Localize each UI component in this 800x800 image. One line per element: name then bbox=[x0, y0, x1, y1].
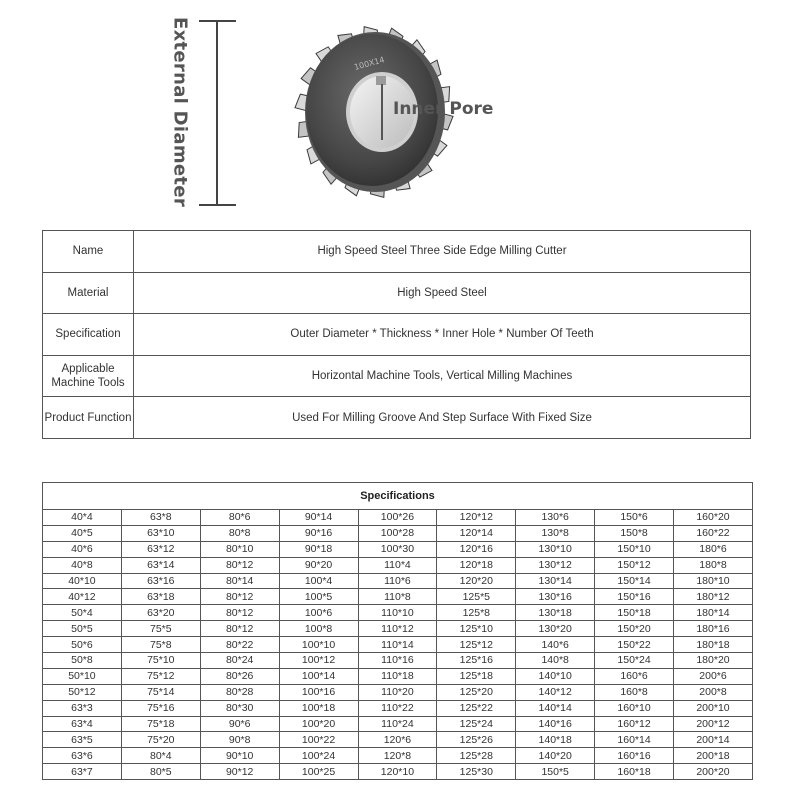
spec-cell: 200*20 bbox=[674, 764, 753, 780]
spec-cell: 100*20 bbox=[279, 716, 358, 732]
external-diameter-label: External Diameter bbox=[169, 16, 191, 208]
info-label: Product Function bbox=[43, 397, 134, 439]
spec-cell: 100*22 bbox=[279, 732, 358, 748]
spec-cell: 130*16 bbox=[516, 589, 595, 605]
spec-cell: 90*8 bbox=[200, 732, 279, 748]
spec-cell: 140*6 bbox=[516, 637, 595, 653]
spec-cell: 50*5 bbox=[43, 621, 122, 637]
info-row bbox=[43, 272, 751, 314]
info-label: Name bbox=[43, 231, 134, 273]
spec-cell: 200*10 bbox=[674, 700, 753, 716]
spec-cell: 63*6 bbox=[43, 748, 122, 764]
spec-cell: 140*16 bbox=[516, 716, 595, 732]
spec-row bbox=[43, 637, 753, 653]
spec-cell: 180*12 bbox=[674, 589, 753, 605]
spec-row bbox=[43, 732, 753, 748]
spec-cell: 110*22 bbox=[358, 700, 437, 716]
spec-cell: 150*12 bbox=[595, 557, 674, 573]
cutter-marking: 100X14 bbox=[353, 55, 386, 72]
spec-row bbox=[43, 700, 753, 716]
spec-cell: 150*18 bbox=[595, 605, 674, 621]
spec-cell: 125*12 bbox=[437, 637, 516, 653]
spec-cell: 140*18 bbox=[516, 732, 595, 748]
info-value: High Speed Steel bbox=[134, 272, 751, 314]
info-value: Used For Milling Groove And Step Surface With Fixed Size bbox=[134, 397, 751, 439]
spec-cell: 90*18 bbox=[279, 541, 358, 557]
spec-cell: 40*12 bbox=[43, 589, 122, 605]
spec-cell: 80*5 bbox=[121, 764, 200, 780]
inner-pore-label: Inner Pore bbox=[393, 99, 494, 119]
spec-cell: 125*28 bbox=[437, 748, 516, 764]
spec-cell: 40*4 bbox=[43, 510, 122, 526]
spec-cell: 100*25 bbox=[279, 764, 358, 780]
spec-cell: 90*16 bbox=[279, 525, 358, 541]
spec-cell: 120*14 bbox=[437, 525, 516, 541]
spec-cell: 160*18 bbox=[595, 764, 674, 780]
spec-cell: 40*8 bbox=[43, 557, 122, 573]
spec-cell: 160*12 bbox=[595, 716, 674, 732]
spec-cell: 75*5 bbox=[121, 621, 200, 637]
spec-cell: 130*10 bbox=[516, 541, 595, 557]
spec-cell: 150*20 bbox=[595, 621, 674, 637]
spec-cell: 180*8 bbox=[674, 557, 753, 573]
spec-row bbox=[43, 573, 753, 589]
spec-cell: 75*10 bbox=[121, 653, 200, 669]
spec-cell: 130*6 bbox=[516, 510, 595, 526]
spec-cell: 200*6 bbox=[674, 668, 753, 684]
spec-cell: 90*6 bbox=[200, 716, 279, 732]
spec-cell: 180*16 bbox=[674, 621, 753, 637]
spec-cell: 120*6 bbox=[358, 732, 437, 748]
spec-cell: 120*8 bbox=[358, 748, 437, 764]
spec-cell: 110*20 bbox=[358, 684, 437, 700]
spec-cell: 150*22 bbox=[595, 637, 674, 653]
info-row bbox=[43, 231, 751, 273]
spec-cell: 75*12 bbox=[121, 668, 200, 684]
spec-cell: 125*5 bbox=[437, 589, 516, 605]
spec-cell: 120*16 bbox=[437, 541, 516, 557]
spec-cell: 90*20 bbox=[279, 557, 358, 573]
spec-cell: 75*16 bbox=[121, 700, 200, 716]
spec-cell: 100*30 bbox=[358, 541, 437, 557]
info-label: Material bbox=[43, 272, 134, 314]
product-info-table bbox=[42, 230, 751, 439]
spec-cell: 110*16 bbox=[358, 653, 437, 669]
spec-cell: 110*12 bbox=[358, 621, 437, 637]
spec-cell: 100*5 bbox=[279, 589, 358, 605]
spec-cell: 140*12 bbox=[516, 684, 595, 700]
info-row bbox=[43, 314, 751, 356]
spec-cell: 120*20 bbox=[437, 573, 516, 589]
spec-row bbox=[43, 653, 753, 669]
spec-cell: 80*28 bbox=[200, 684, 279, 700]
info-value: Outer Diameter * Thickness * Inner Hole * Number Of Teeth bbox=[134, 314, 751, 356]
spec-cell: 63*5 bbox=[43, 732, 122, 748]
spec-cell: 180*14 bbox=[674, 605, 753, 621]
external-diameter-dimension bbox=[199, 21, 236, 205]
spec-cell: 200*14 bbox=[674, 732, 753, 748]
spec-cell: 140*20 bbox=[516, 748, 595, 764]
spec-cell: 63*14 bbox=[121, 557, 200, 573]
spec-cell: 125*10 bbox=[437, 621, 516, 637]
spec-cell: 100*8 bbox=[279, 621, 358, 637]
spec-cell: 130*12 bbox=[516, 557, 595, 573]
spec-cell: 100*6 bbox=[279, 605, 358, 621]
spec-cell: 63*3 bbox=[43, 700, 122, 716]
spec-row bbox=[43, 510, 753, 526]
spec-cell: 180*6 bbox=[674, 541, 753, 557]
spec-cell: 200*18 bbox=[674, 748, 753, 764]
spec-cell: 80*4 bbox=[121, 748, 200, 764]
spec-cell: 75*8 bbox=[121, 637, 200, 653]
spec-cell: 100*12 bbox=[279, 653, 358, 669]
spec-cell: 110*8 bbox=[358, 589, 437, 605]
spec-cell: 100*4 bbox=[279, 573, 358, 589]
spec-cell: 150*10 bbox=[595, 541, 674, 557]
spec-cell: 90*14 bbox=[279, 510, 358, 526]
spec-cell: 130*8 bbox=[516, 525, 595, 541]
spec-cell: 50*8 bbox=[43, 653, 122, 669]
spec-cell: 150*8 bbox=[595, 525, 674, 541]
spec-cell: 63*10 bbox=[121, 525, 200, 541]
spec-cell: 90*12 bbox=[200, 764, 279, 780]
info-value: High Speed Steel Three Side Edge Milling Cutter bbox=[134, 231, 751, 273]
spec-cell: 150*14 bbox=[595, 573, 674, 589]
spec-row bbox=[43, 589, 753, 605]
spec-cell: 110*6 bbox=[358, 573, 437, 589]
info-label: Specification bbox=[43, 314, 134, 356]
spec-cell: 120*18 bbox=[437, 557, 516, 573]
spec-cell: 80*12 bbox=[200, 589, 279, 605]
spec-cell: 40*5 bbox=[43, 525, 122, 541]
spec-cell: 200*8 bbox=[674, 684, 753, 700]
spec-cell: 63*12 bbox=[121, 541, 200, 557]
spec-cell: 160*6 bbox=[595, 668, 674, 684]
spec-cell: 160*8 bbox=[595, 684, 674, 700]
spec-cell: 120*10 bbox=[358, 764, 437, 780]
spec-row bbox=[43, 748, 753, 764]
spec-cell: 40*10 bbox=[43, 573, 122, 589]
spec-cell: 63*20 bbox=[121, 605, 200, 621]
spec-row bbox=[43, 525, 753, 541]
info-row bbox=[43, 397, 751, 439]
spec-cell: 125*30 bbox=[437, 764, 516, 780]
spec-cell: 63*16 bbox=[121, 573, 200, 589]
spec-cell: 130*18 bbox=[516, 605, 595, 621]
info-value: Horizontal Machine Tools, Vertical Milling Machines bbox=[134, 355, 751, 397]
spec-cell: 50*6 bbox=[43, 637, 122, 653]
specifications-header-row bbox=[43, 483, 753, 510]
spec-row bbox=[43, 557, 753, 573]
spec-cell: 80*8 bbox=[200, 525, 279, 541]
spec-cell: 140*14 bbox=[516, 700, 595, 716]
spec-cell: 50*12 bbox=[43, 684, 122, 700]
spec-cell: 80*22 bbox=[200, 637, 279, 653]
spec-cell: 80*26 bbox=[200, 668, 279, 684]
spec-row bbox=[43, 764, 753, 780]
spec-cell: 110*10 bbox=[358, 605, 437, 621]
spec-cell: 100*18 bbox=[279, 700, 358, 716]
spec-cell: 50*10 bbox=[43, 668, 122, 684]
spec-cell: 110*18 bbox=[358, 668, 437, 684]
spec-cell: 100*26 bbox=[358, 510, 437, 526]
spec-cell: 160*22 bbox=[674, 525, 753, 541]
spec-cell: 90*10 bbox=[200, 748, 279, 764]
spec-cell: 80*6 bbox=[200, 510, 279, 526]
spec-cell: 100*14 bbox=[279, 668, 358, 684]
spec-cell: 80*12 bbox=[200, 605, 279, 621]
spec-cell: 75*20 bbox=[121, 732, 200, 748]
product-image bbox=[0, 0, 800, 225]
spec-cell: 125*20 bbox=[437, 684, 516, 700]
spec-cell: 130*20 bbox=[516, 621, 595, 637]
spec-cell: 75*18 bbox=[121, 716, 200, 732]
spec-cell: 125*24 bbox=[437, 716, 516, 732]
spec-cell: 110*24 bbox=[358, 716, 437, 732]
spec-cell: 80*10 bbox=[200, 541, 279, 557]
spec-cell: 150*16 bbox=[595, 589, 674, 605]
spec-cell: 80*12 bbox=[200, 621, 279, 637]
specifications-title: Specifications bbox=[43, 483, 753, 510]
spec-row bbox=[43, 621, 753, 637]
spec-cell: 150*6 bbox=[595, 510, 674, 526]
spec-cell: 125*8 bbox=[437, 605, 516, 621]
spec-cell: 125*16 bbox=[437, 653, 516, 669]
spec-cell: 125*22 bbox=[437, 700, 516, 716]
spec-cell: 63*4 bbox=[43, 716, 122, 732]
spec-cell: 80*14 bbox=[200, 573, 279, 589]
spec-row bbox=[43, 684, 753, 700]
spec-row bbox=[43, 716, 753, 732]
spec-cell: 63*18 bbox=[121, 589, 200, 605]
spec-cell: 160*20 bbox=[674, 510, 753, 526]
spec-cell: 140*10 bbox=[516, 668, 595, 684]
spec-cell: 180*18 bbox=[674, 637, 753, 653]
spec-cell: 80*30 bbox=[200, 700, 279, 716]
spec-cell: 200*12 bbox=[674, 716, 753, 732]
spec-cell: 150*5 bbox=[516, 764, 595, 780]
spec-cell: 110*4 bbox=[358, 557, 437, 573]
spec-cell: 63*8 bbox=[121, 510, 200, 526]
spec-cell: 130*14 bbox=[516, 573, 595, 589]
spec-cell: 80*12 bbox=[200, 557, 279, 573]
spec-row bbox=[43, 668, 753, 684]
specifications-table bbox=[42, 482, 753, 780]
spec-cell: 100*16 bbox=[279, 684, 358, 700]
spec-cell: 125*26 bbox=[437, 732, 516, 748]
spec-cell: 63*7 bbox=[43, 764, 122, 780]
spec-cell: 75*14 bbox=[121, 684, 200, 700]
spec-cell: 160*14 bbox=[595, 732, 674, 748]
spec-cell: 110*14 bbox=[358, 637, 437, 653]
spec-cell: 125*18 bbox=[437, 668, 516, 684]
info-label: Applicable Machine Tools bbox=[43, 355, 134, 397]
spec-cell: 100*28 bbox=[358, 525, 437, 541]
spec-cell: 180*20 bbox=[674, 653, 753, 669]
info-row bbox=[43, 355, 751, 397]
spec-cell: 100*24 bbox=[279, 748, 358, 764]
spec-cell: 150*24 bbox=[595, 653, 674, 669]
spec-row bbox=[43, 541, 753, 557]
spec-cell: 120*12 bbox=[437, 510, 516, 526]
spec-cell: 180*10 bbox=[674, 573, 753, 589]
spec-cell: 50*4 bbox=[43, 605, 122, 621]
spec-cell: 100*10 bbox=[279, 637, 358, 653]
spec-cell: 160*16 bbox=[595, 748, 674, 764]
spec-cell: 40*6 bbox=[43, 541, 122, 557]
spec-cell: 80*24 bbox=[200, 653, 279, 669]
spec-cell: 140*8 bbox=[516, 653, 595, 669]
spec-row bbox=[43, 605, 753, 621]
spec-cell: 160*10 bbox=[595, 700, 674, 716]
